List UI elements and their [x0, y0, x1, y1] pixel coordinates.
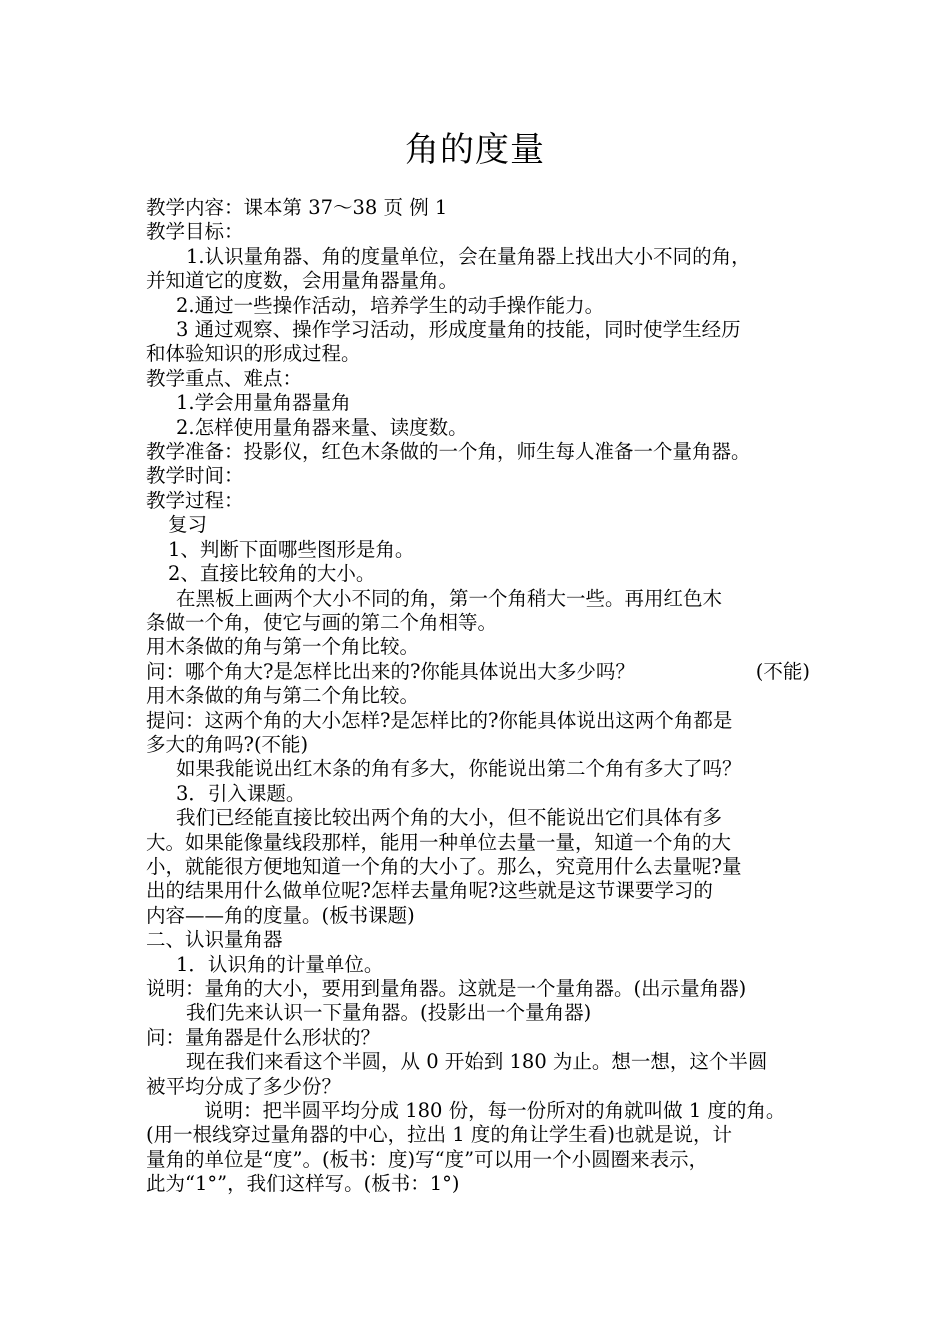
text-line: 小，就能很方便地知道一个角的大小了。那么，究竟用什么去量呢?量: [146, 854, 742, 878]
text-line: 2、直接比较角的大小。: [168, 562, 376, 586]
text-line: 1.学会用量角器量角: [176, 391, 351, 415]
text-line: 在黑板上画两个大小不同的角，第一个角稍大一些。再用红色木: [176, 586, 723, 610]
text-line: 出的结果用什么做单位呢?怎样去量角呢?这些就是这节课要学习的: [146, 879, 713, 903]
text-line: 和体验知识的形成过程。: [146, 342, 361, 366]
text-line: 并知道它的度数，会用量角器量角。: [146, 269, 459, 293]
text-line: 说明：量角的大小，要用到量角器。这就是一个量角器。(出示量角器): [146, 977, 747, 1000]
document-body: [146, 196, 810, 1197]
text-line: 1、判断下面哪些图形是角。: [168, 537, 415, 561]
text-line: 说明：把半圆平均分成 180 份，每一份所对的角就叫做 1 度的角。: [204, 1099, 786, 1123]
text-line: 量角的单位是“度”。(板书：度)写“度”可以用一个小圆圈来表示，: [146, 1147, 709, 1171]
document-title: 角的度量: [405, 130, 545, 170]
text-line: 3．引入课题。: [176, 781, 306, 805]
text-line: 被平均分成了多少份？: [146, 1074, 342, 1098]
section-heading: 教学重点、难点：: [146, 366, 303, 390]
text-line: 2.怎样使用量角器来量、读度数。: [176, 415, 468, 439]
text-line: 2.通过一些操作活动，培养学生的动手操作能力。: [176, 293, 605, 317]
text-line: 教学准备：投影仪，红色木条做的一个角，师生每人准备一个量角器。: [146, 440, 751, 464]
text-line: 现在我们来看这个半圆，从 0 开始到 180 为止。想一想，这个半圆: [186, 1050, 768, 1074]
section-heading: 教学过程：: [146, 488, 244, 512]
text-line: 我们已经能直接比较出两个角的大小，但不能说出它们具体有多: [176, 806, 723, 830]
text-line: 提问：这两个角的大小怎样?是怎样比的?你能具体说出这两个角都是: [146, 708, 733, 732]
section-heading: 二、认识量角器: [146, 928, 283, 952]
text-line: 用木条做的角与第二个角比较。: [146, 684, 420, 708]
text-line: 1．认识角的计量单位。: [176, 952, 384, 976]
text-line: 1.认识量角器、角的度量单位，会在量角器上找出大小不同的角，: [186, 244, 751, 268]
text-line: 我们先来认识一下量角器。(投影出一个量角器): [186, 1001, 592, 1025]
text-line: 内容——角的度量。(板书课题): [146, 903, 415, 927]
text-line: 此为“1°”，我们这样写。(板书：1°): [146, 1172, 460, 1196]
section-heading: 教学时间：: [146, 464, 244, 488]
question-line: [146, 660, 810, 684]
question-text: 问：哪个角大?是怎样比出来的?你能具体说出大多少吗？: [146, 659, 635, 683]
text-line: 用木条做的角与第一个角比较。: [146, 635, 420, 659]
text-line: 多大的角吗?(不能): [146, 732, 309, 756]
text-line: 复习: [168, 513, 208, 537]
section-heading: 教学目标：: [146, 220, 244, 244]
text-line: (用一根线穿过量角器的中心，拉出 1 度的角让学生看)也就是说，计: [146, 1123, 733, 1147]
answer-text: (不能): [755, 659, 810, 683]
text-line: 3 通过观察、操作学习活动，形成度量角的技能，同时使学生经历: [176, 318, 741, 342]
text-line: 大。如果能像量线段那样，能用一种单位去量一量，知道一个角的大: [146, 830, 732, 854]
text-line: 教学内容：课本第 37～38 页 例 1: [146, 196, 448, 219]
text-line: 问：量角器是什么形状的？: [146, 1025, 381, 1049]
text-line: 如果我能说出红木条的角有多大，你能说出第二个角有多大了吗？: [176, 757, 742, 781]
text-line: 条做一个角，使它与画的第二个角相等。: [146, 610, 498, 634]
